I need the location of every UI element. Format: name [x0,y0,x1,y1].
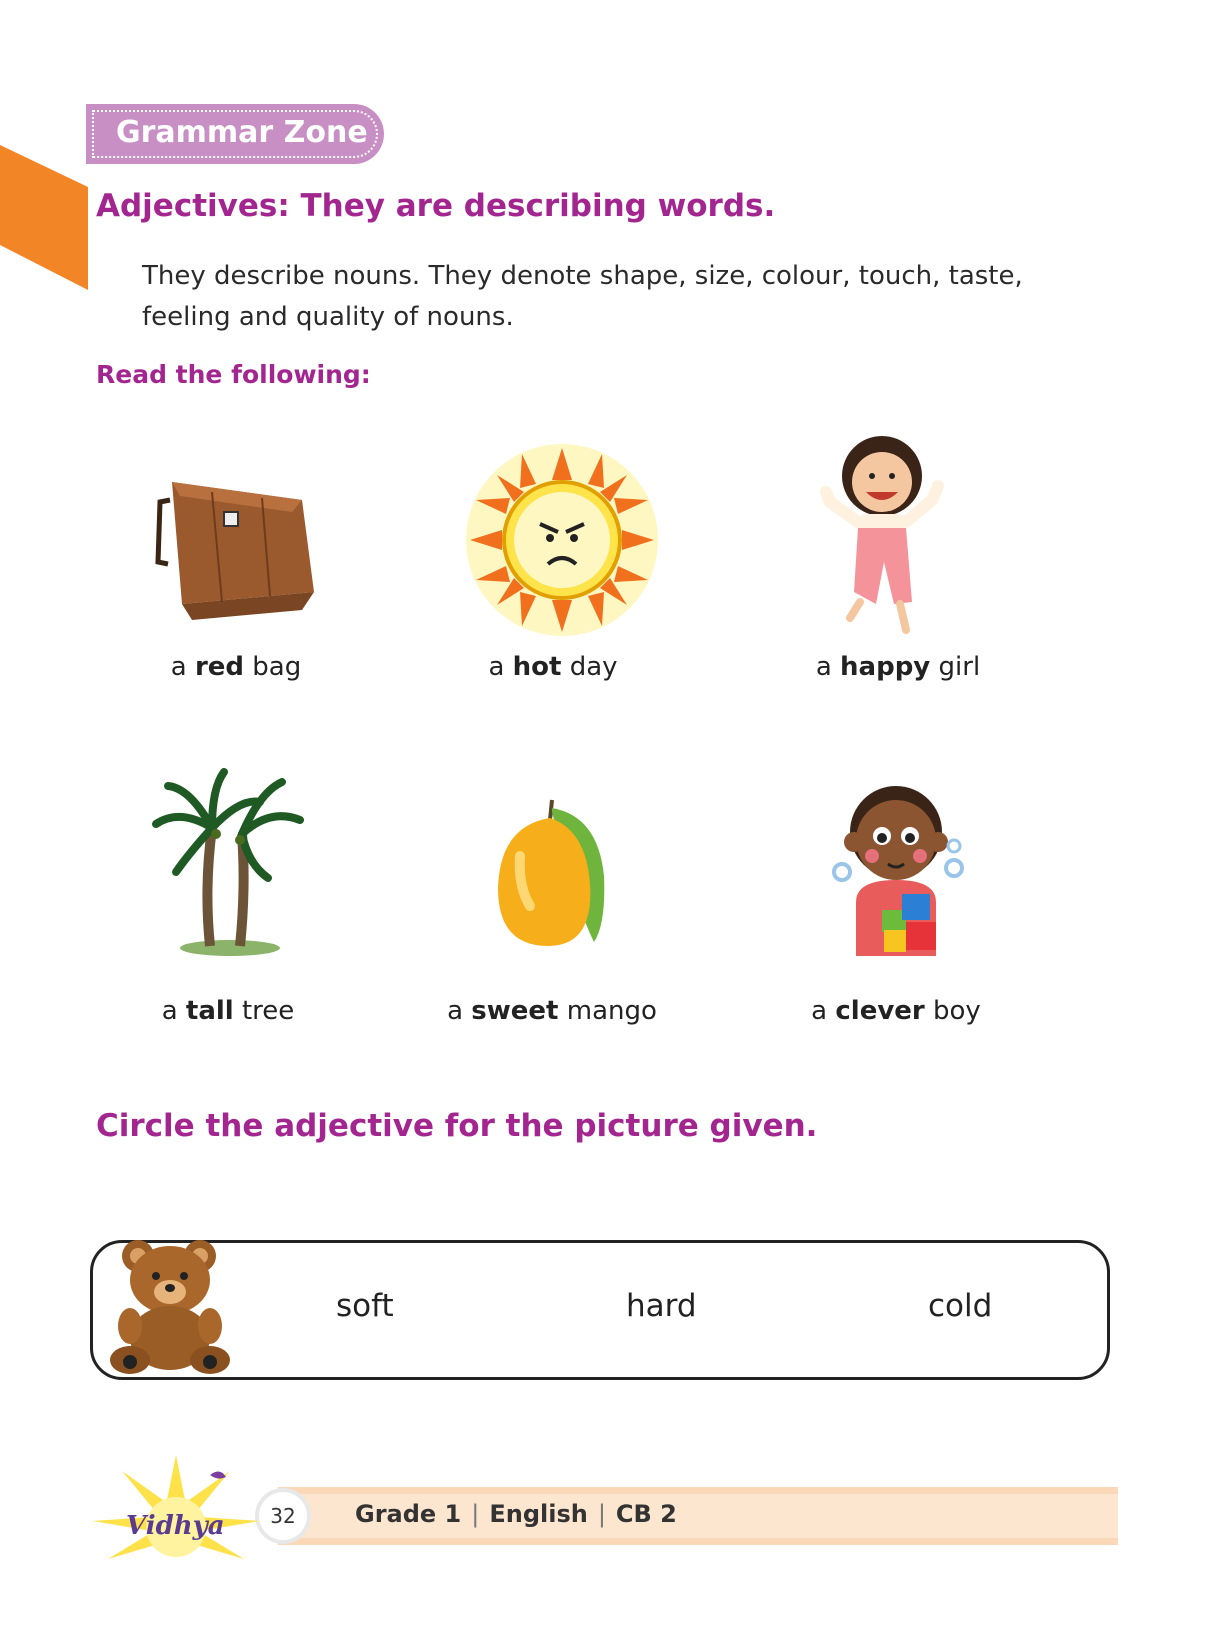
option-hard[interactable]: hard [626,1288,697,1324]
footer-subject: English [489,1500,588,1528]
corner-tab-decoration [0,145,88,290]
footer-grade: Grade 1 [355,1500,462,1528]
boy-icon [826,772,976,962]
option-cold[interactable]: cold [928,1288,993,1324]
intro-paragraph [142,256,1102,338]
vidhya-logo [92,1455,260,1565]
example-caption-hot-day: a hot day [488,652,618,682]
footer-book: CB 2 [615,1500,677,1528]
palm-tree-icon [150,768,310,958]
example-caption-sweet-mango: a sweet mango [447,996,657,1026]
sun-icon [462,440,662,640]
exercise-title: Circle the adjective for the picture given. [96,1108,818,1144]
option-soft[interactable]: soft [336,1288,394,1324]
example-caption-red-bag: a red bag [170,652,302,682]
logo-text: Vidhya [126,1511,225,1541]
example-caption-happy-girl: a happy girl [815,652,981,682]
teddy-bear-icon [104,1238,236,1376]
bag-icon [152,472,322,622]
example-caption-tall-tree: a tall tree [161,996,295,1026]
page-title: Adjectives: They are describing words. [96,188,776,224]
footer-book-info: Grade 1 | English | CB 2 [355,1500,677,1528]
mango-icon [490,796,620,956]
intro-line-1: They describe nouns. They denote shape, size, colour, touch, taste, [142,261,1023,291]
intro-line-2: feeling and quality of nouns. [142,302,514,332]
girl-icon [820,432,960,637]
sun-logo-icon [92,1455,260,1565]
grammar-zone-label: Grammar Zone [116,115,368,150]
read-label: Read the following: [96,360,371,389]
example-caption-clever-boy: a clever boy [811,996,981,1026]
page-number: 32 [255,1488,311,1544]
grammar-zone-badge [86,104,384,164]
